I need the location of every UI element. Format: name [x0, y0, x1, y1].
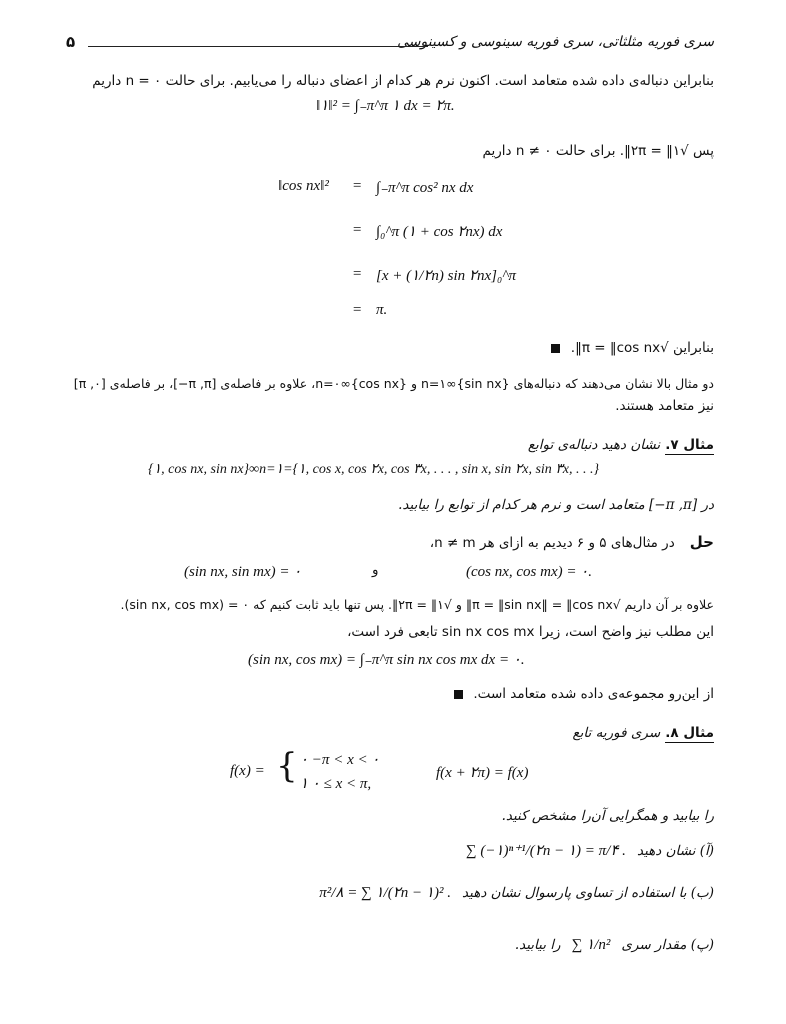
header-rule — [88, 46, 428, 47]
paragraph: بنابراین دنباله‌ی داده شده متعامد است. اکنون نرم هر کدام از اعضای دنباله را می‌یابیم. برای حالت ۰ = n داریم — [92, 73, 714, 89]
paragraph: در [π ,π−] متعامد است و نرم هر کدام از توابع را بیابید. — [398, 497, 714, 513]
qed-square-icon — [454, 690, 463, 699]
solution-label: حل — [689, 533, 714, 551]
example-label: مثال ۸. — [665, 725, 714, 741]
left-brace-icon: { — [276, 746, 298, 786]
equals-sign: = — [352, 266, 363, 282]
qed-square-icon — [551, 344, 560, 353]
example-title: نشان دهید دنباله‌ی توابع — [527, 437, 661, 453]
example-title: سری فوریه تابع — [572, 725, 661, 741]
equation-lhs: ‖cos nx‖² — [278, 178, 329, 194]
paragraph: این مطلب نیز واضح است، زیرا sin nx cos mx تابعی فرد است، — [347, 624, 714, 640]
piecewise-case-1: ۰ −π < x < ۰ — [300, 752, 380, 768]
equation-conjunction: و — [372, 562, 379, 578]
solution-text: در مثال‌های ۵ و ۶ دیدیم به ازای هر n ≠ m، — [429, 535, 675, 551]
question-a-math: ∑ (−۱)ⁿ⁺¹/(۲n − ۱) = π/۴ . — [465, 843, 626, 859]
example-heading — [572, 722, 714, 741]
conclusion-text: از این‌رو مجموعه‌ی داده شده متعامد است. — [473, 686, 714, 702]
equation-piecewise — [230, 746, 570, 802]
equation-line-4: π. — [376, 302, 388, 318]
question-b-text: (ب) با استفاده از تساوی پارسوال نشان دهید — [462, 885, 714, 901]
periodicity-condition: f(x + ۲π) = f(x) — [436, 765, 529, 781]
equation-trig-set: {۱, cos nx, sin nx}∞n=۱={۱, cos x, cos ۲x, cos ۳x, . . . , sin x, sin ۲x, sin ۳x, . . .} — [148, 462, 600, 477]
solution-line — [430, 532, 714, 551]
equals-sign: = — [352, 302, 363, 318]
question-a-text: (آ) نشان دهید — [637, 843, 714, 859]
example-heading — [528, 434, 714, 453]
equation-text: ‖۱‖² = ∫₋π^π ۱ dx = ۲π. — [316, 98, 455, 114]
question-c — [515, 934, 714, 954]
equation-line-3: [x + (۱/۲n) sin ۲nx]₀^π — [376, 268, 517, 284]
conclusion-text: بنابراین √π = ‖cos nx‖. — [570, 340, 714, 356]
page-number: ۵ — [66, 33, 76, 51]
equation-orthogonality-right: (cos nx, cos mx) = ۰. — [466, 564, 593, 580]
piecewise-lhs: f(x) = — [230, 763, 265, 779]
running-header-title: سری فوریه مثلثاتی، سری فوریه سینوسی و کسینوسی — [397, 34, 714, 50]
equation-odd-integral: (sin nx, cos mx) = ∫₋π^π sin nx cos mx dx = ۰. — [248, 652, 525, 668]
equation-orthogonality-left: (sin nx, sin mx) = ۰ — [184, 564, 302, 580]
question-b — [319, 882, 714, 902]
equation-norm-one — [316, 96, 455, 115]
equation-line-1: ∫₋π^π cos² nx dx — [376, 180, 474, 196]
equals-sign: = — [352, 178, 363, 194]
question-c-end: را بیابید. — [514, 937, 561, 953]
piecewise-case-2: ۱ ۰ ≤ x < π, — [300, 776, 372, 792]
paragraph-conclusion — [454, 686, 714, 702]
question-c-text: (پ) مقدار سری — [621, 937, 714, 953]
equation-line-2: ∫₀^π (۱ + cos ۲nx) dx — [376, 224, 503, 240]
paragraph: علاوه بر آن داریم √π = ‖sin nx‖ = ‖cos nx‖ و √۲π = ‖۱‖. پس تنها باید ثابت کنیم که ۰ = (sin nx, cos mx). — [120, 597, 714, 612]
question-a — [466, 840, 714, 860]
question-c-math: ∑ ۱/n² — [571, 937, 611, 953]
paragraph: پس √۲π = ‖۱‖. برای حالت ۰ ≠ n داریم — [482, 143, 714, 159]
paragraph: دو مثال بالا نشان می‌دهند که دنباله‌های {sin nx}∞n=۱ و {cos nx}∞n=۰، علاوه بر فاصله‌ی [π ,π−]، بر فاصله‌ی [π ,۰] — [73, 376, 714, 391]
paragraph: نیز متعامد هستند. — [615, 398, 714, 414]
example-label: مثال ۷. — [665, 437, 714, 453]
paragraph: را بیابید و همگرایی آن‌را مشخص کنید. — [501, 808, 714, 824]
paragraph-conclusion — [551, 340, 714, 356]
equals-sign: = — [352, 222, 363, 238]
question-b-math: π²/۸ = ∑ ۱/(۲n − ۱)² . — [319, 885, 451, 901]
